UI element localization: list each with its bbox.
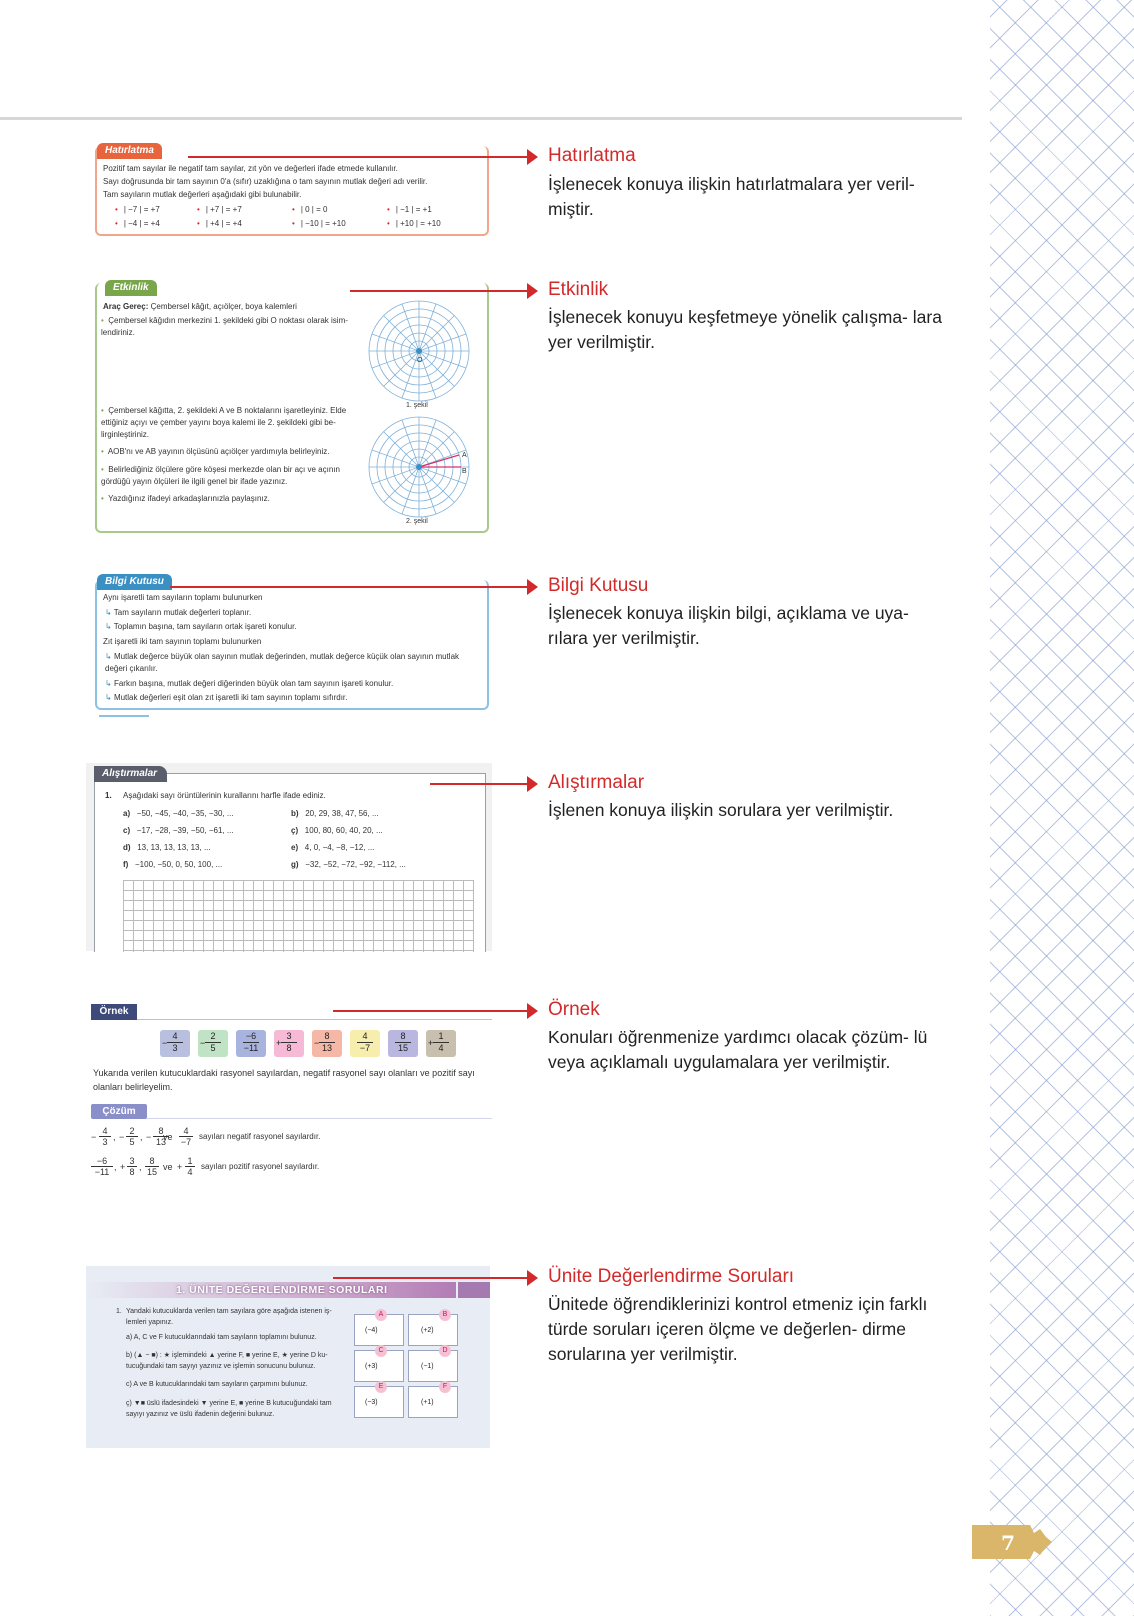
fig2-caption: 2. şekil: [406, 518, 428, 525]
top-divider: [0, 117, 962, 120]
abs-item: • | −4 | = +4: [115, 219, 160, 228]
item-e: e) 4, 0, −4, −8, −12, ...: [291, 843, 375, 852]
question: Aşağıdaki sayı örüntülerinin kurallarını harfle ifade ediniz.: [123, 791, 326, 800]
ornek-cards: [160, 1030, 480, 1060]
etkinlik-step1: • Çembersel kâğıdın merkezini 1. şekildeki gibi O noktası olarak isim- lendiriniz.: [101, 316, 348, 337]
arrow-head-icon: [527, 1270, 538, 1286]
cell-c: C (+3): [354, 1350, 404, 1382]
fraction-card: − 2 5: [198, 1030, 228, 1057]
bilgi-b3: ↳ Mutlak değerce büyük olan sayının mutlak değerinden, mutlak değerce küçük olan sayının mutlak değeri çıkarılır.: [105, 652, 460, 673]
alistirmalar-tag: Alıştırmalar: [94, 766, 167, 782]
etkinlik-step2: • Çembersel kâğıtta, 2. şekildeki A ve B noktalarını işaretleyiniz. Elde ettiğiniz açıyı ve çember yayını boya kalemi ile 2. şekildeki gibi be- lirginleştiriniz.: [101, 406, 347, 439]
etkinlik-box: [95, 283, 489, 533]
hatirlatma-tag: Hatırlatma: [97, 143, 162, 159]
cell-b: B (+2): [408, 1314, 458, 1346]
cell-f: F (+1): [408, 1386, 458, 1418]
etkinlik-title: Etkinlik: [548, 279, 609, 300]
bilgi-title: Bilgi Kutusu: [548, 575, 649, 596]
etkinlik-tools: Araç Gereç: Çembersel kâğıt, açıölçer, boya kalemleri: [103, 302, 297, 311]
arrow-line: [333, 1010, 528, 1012]
etkinlik-step4: • Belirlediğiniz ölçülere göre köşesi merkezde olan bir açı ve açının gördüğü yayın ölçüleri ile ilgili genel bir ifade yazınız.: [101, 465, 340, 486]
bilgi-text: İşlenecek konuya ilişkin bilgi, açıklama ve uya- rılara yer verilmiştir.: [548, 603, 909, 648]
arrow-line: [170, 586, 528, 588]
unite-banner-title: 1. ÜNİTE DEĞERLENDİRME SORULARI: [176, 1284, 388, 1296]
unite-b: b) (▲ − ■) : ★ işlemindeki ▲ yerine F, ■ yerine E, ★ yerine D ku- tucuğundaki tam sayıyı yazınız ve işlemin sonucunu bulunuz.: [126, 1352, 328, 1370]
abs-item: • | +7 | = +7: [197, 205, 242, 214]
arrow-line: [333, 1277, 528, 1279]
bilgi-b1: ↳ Tam sayıların mutlak değerleri toplanır.: [105, 608, 252, 617]
cozum-tag: Çözüm: [91, 1104, 147, 1119]
arrow-line: [430, 783, 528, 785]
arrow-head-icon: [527, 1003, 538, 1019]
unite-c: c) A ve B kutucuklarındaki tam sayıların çarpımını bulunuz.: [126, 1381, 308, 1388]
alistirmalar-box: [86, 763, 492, 951]
ornek-statement: Yukarıda verilen kutucuklardaki rasyonel sayılardan, negatif rasyonel sayı olanları ve pozitif sayı olanları belirleyelim.: [93, 1068, 475, 1092]
cozum-tag-rule: [147, 1118, 492, 1119]
fig1-caption: 1. şekil: [406, 402, 428, 409]
abs-item: • | +4 | = +4: [197, 219, 242, 228]
page-number: 7: [1001, 1531, 1015, 1555]
item-g: g) −32, −52, −72, −92, −112, ...: [291, 860, 406, 869]
unite-question: Yandaki kutucuklarda verilen tam sayılara göre aşağıda istenen iş- lemleri yapınız.: [126, 1308, 332, 1326]
arrow-head-icon: [527, 149, 538, 165]
item-c: c) −17, −28, −39, −50, −61, ...: [123, 826, 234, 835]
hatirlatma-line3: Tam sayıların mutlak değerleri aşağıdaki gibi bulunabilir.: [103, 190, 302, 199]
answer-grid: [123, 880, 474, 952]
hatirlatma-text: İşlenecek konuya ilişkin hatırlatmalara yer veril- miştir.: [548, 174, 915, 219]
etkinlik-step3: • AOB'nı ve AB yayının ölçüsünü açıölçer yardımıyla belirleyiniz.: [101, 447, 330, 456]
q-number: 1.: [105, 791, 112, 800]
etkinlik-step5: • Yazdığınız ifadeyi arkadaşlarınızla paylaşınız.: [101, 494, 270, 503]
abs-item: • | −7 | = +7: [115, 205, 160, 214]
hatirlatma-line1: Pozitif tam sayılar ile negatif tam sayılar, zıt yön ve değerleri ifade etmede kullanılır.: [103, 164, 398, 173]
ornek-tag: Örnek: [91, 1004, 137, 1020]
arrow-line: [188, 156, 528, 158]
bilgi-b2: ↳ Toplamın başına, tam sayıların ortak işareti konulur.: [105, 622, 297, 631]
page-number-badge: [972, 1525, 1052, 1559]
fraction-card: − 8 13: [312, 1030, 342, 1057]
hatirlatma-box: [95, 146, 489, 236]
unite-q-num: 1.: [116, 1308, 122, 1315]
unite-title: Ünite Değerlendirme Soruları: [548, 1266, 795, 1287]
etkinlik-tag: Etkinlik: [105, 280, 157, 296]
neg-fractions: − 4 3 , − 2 5 , − 8 13 ve 4 −7 sayıları negatif rasyonel sayılardır.: [91, 1126, 321, 1147]
etkinlik-text: İşlenecek konuyu keşfetmeye yönelik çalışma- lara yer verilmiştir.: [548, 307, 942, 352]
circular-grid-figure-2: [367, 415, 471, 519]
cell-d: D (−1): [408, 1350, 458, 1382]
item-a: a) −50, −45, −40, −35, −30, ...: [123, 809, 234, 818]
unite-box: [86, 1266, 490, 1448]
arrow-head-icon: [527, 283, 538, 299]
cell-a: A (−4): [354, 1314, 404, 1346]
item-b: b) 20, 29, 38, 47, 56, ...: [291, 809, 379, 818]
bilgi-box: [95, 576, 489, 710]
bilgi-tag: Bilgi Kutusu: [97, 574, 172, 590]
item-cc: ç) 100, 80, 60, 40, 20, ...: [291, 826, 383, 835]
bilgi-h2: Zıt işaretli iki tam sayının toplamı bulunurken: [103, 637, 262, 646]
pos-fractions: −6 −11 , + 3 8 , 8 15 ve + 1 4 sayıları pozitif rasyonel sayılardır.: [91, 1156, 491, 1182]
fraction-card: + 1 4: [426, 1030, 456, 1057]
bilgi-underline: [99, 715, 149, 717]
unite-banner-tab: [458, 1282, 490, 1298]
bilgi-b4: ↳ Farkın başına, mutlak değeri diğerinden büyük olan tam sayının işareti konulur.: [105, 679, 394, 688]
alistirmalar-inner: [94, 768, 486, 952]
bilgi-b5: ↳ Mutlak değerleri eşit olan zıt işaretli iki tam sayının toplamı sıfırdır.: [105, 693, 348, 702]
arrow-head-icon: [527, 776, 538, 792]
hatirlatma-title: Hatırlatma: [548, 145, 636, 166]
label-b: B: [462, 468, 467, 475]
cell-e: E (−3): [354, 1386, 404, 1418]
item-f: f) −100, −50, 0, 50, 100, ...: [123, 860, 223, 869]
alistirmalar-title: Alıştırmalar: [548, 772, 645, 793]
abs-item: • | −10 | = +10: [292, 219, 346, 228]
fraction-card: − 4 3: [160, 1030, 190, 1057]
label-o: O: [417, 357, 423, 364]
fraction-card: + 3 8: [274, 1030, 304, 1057]
unite-a: a) A, C ve F kutucuklarındaki tam sayıların toplamını bulunuz.: [126, 1334, 317, 1341]
bilgi-h1: Aynı işaretli tam sayıların toplamı bulunurken: [103, 593, 263, 602]
decorative-crosshatch-border: [990, 0, 1134, 1616]
fraction-card: 8 15: [388, 1030, 418, 1057]
fraction-card: 4 −7: [350, 1030, 380, 1057]
label-a: A: [462, 452, 467, 459]
hatirlatma-line2: Sayı doğrusunda bir tam sayının 0'a (sıfır) uzaklığına o tam sayının mutlak değeri adı verilir.: [103, 177, 428, 186]
unite-cells: [354, 1311, 458, 1418]
arrow-line: [350, 290, 528, 292]
ornek-text: Konuları öğrenmenize yardımcı olacak çözüm- lü veya açıklamalı uygulamalara yer verilmiştir.: [548, 1027, 928, 1072]
unite-text: Ünitede öğrendiklerinizi kontrol etmeniz için farklı türde soruları içeren ölçme ve değerlen- dirme sorularına yer verilmiştir.: [548, 1294, 928, 1364]
abs-item: • | −1 | = +1: [387, 205, 432, 214]
item-d: d) 13, 13, 13, 13, 13, ...: [123, 843, 211, 852]
circular-grid-figure-1: [367, 299, 471, 403]
alistirmalar-text: İşlenen konuya ilişkin sorulara yer verilmiştir.: [548, 800, 894, 820]
abs-item: • | 0 | = 0: [292, 205, 328, 214]
abs-item: • | +10 | = +10: [387, 219, 441, 228]
ornek-tag-rule: [137, 1019, 492, 1020]
arrow-head-icon: [527, 579, 538, 595]
unite-d: ç) ▼■ üslü ifadesindeki ▼ yerine E, ■ yerine B kutucuğundaki tam sayıyı yazınız ve üslü ifadenin değerini bulunuz.: [126, 1400, 332, 1418]
fraction-card: −6 −11: [236, 1030, 266, 1057]
ornek-title: Örnek: [548, 999, 600, 1020]
